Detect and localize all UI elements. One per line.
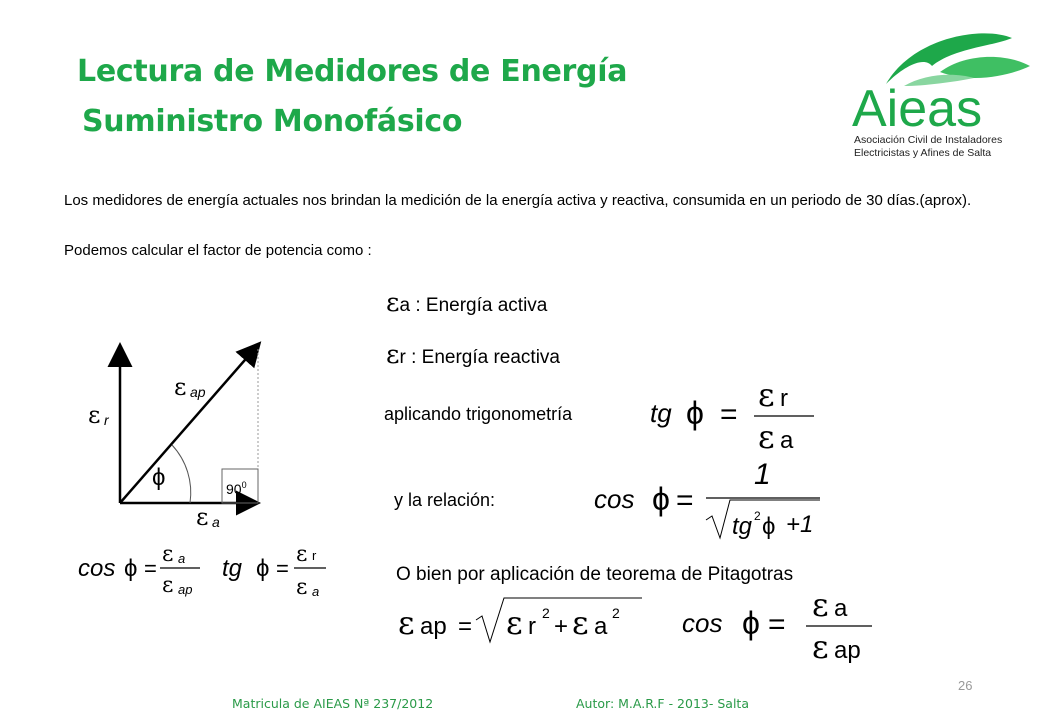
svg-text:cos: cos	[78, 555, 116, 582]
svg-text:a: a	[312, 584, 320, 599]
power-triangle-diagram	[80, 335, 280, 535]
svg-text:ε: ε	[296, 575, 308, 600]
hyp-label: ε	[174, 373, 187, 401]
svg-text:a: a	[834, 595, 848, 622]
svg-text:r: r	[780, 385, 788, 412]
logo-subtitle-1: Asociación Civil de Instaladores	[854, 134, 1003, 146]
logo-leaf-icon	[844, 26, 1034, 166]
svg-text:ε: ε	[506, 604, 523, 642]
svg-text:ϕ: ϕ	[686, 395, 704, 431]
svg-text:cos: cos	[594, 484, 635, 514]
right-angle-label: $90^0$	[226, 480, 247, 497]
svg-text:ε: ε	[812, 586, 829, 624]
page-number: 26	[958, 678, 973, 693]
logo-name: Aieas	[852, 80, 983, 138]
svg-text:=: =	[720, 398, 738, 431]
horiz-label: ε	[196, 503, 209, 531]
svg-text:ε: ε	[296, 542, 308, 567]
svg-text:tg: tg	[222, 555, 243, 582]
svg-text:1: 1	[754, 458, 771, 491]
svg-text:+1: +1	[786, 511, 814, 538]
svg-text:a: a	[212, 514, 220, 530]
svg-text:ap: ap	[178, 582, 193, 597]
pythag-label: O bien por aplicación de teorema de Pitagotras	[396, 564, 794, 585]
svg-text:ϕ: ϕ	[742, 605, 760, 641]
svg-text:2: 2	[754, 509, 761, 523]
svg-text:ε: ε	[398, 604, 415, 642]
svg-text:ap: ap	[190, 384, 206, 400]
svg-text:ap: ap	[834, 637, 861, 664]
definition-active: εa : Energía activa	[386, 288, 548, 318]
svg-text:=: =	[768, 608, 786, 641]
svg-text:2: 2	[612, 605, 620, 621]
svg-text:=: =	[144, 556, 157, 581]
trig-label: aplicando trigonometría	[384, 404, 573, 424]
svg-text:ε: ε	[758, 418, 775, 456]
svg-text:r: r	[312, 548, 317, 563]
angle-label: ϕ	[152, 464, 166, 491]
aieas-logo	[844, 26, 1034, 166]
svg-text:ϕ: ϕ	[762, 513, 776, 540]
svg-text:r: r	[528, 613, 536, 640]
page-title: Lectura de Medidores de Energía	[77, 54, 628, 89]
definition-reactive: εr : Energía reactiva	[386, 340, 561, 370]
svg-text:ε: ε	[572, 604, 589, 642]
relation-label: y la relación:	[394, 490, 496, 510]
svg-text:=: =	[676, 484, 694, 517]
svg-text:ϕ: ϕ	[256, 555, 270, 582]
svg-text:tg: tg	[732, 513, 753, 540]
svg-text:=: =	[276, 556, 289, 581]
svg-text:a: a	[780, 427, 794, 454]
vert-label: ε	[88, 401, 101, 429]
svg-text:r: r	[104, 412, 109, 428]
svg-text:+: +	[554, 613, 569, 640]
svg-text:=: =	[458, 613, 473, 640]
page-subtitle: Suministro Monofásico	[82, 104, 463, 139]
svg-text:ϕ: ϕ	[652, 481, 670, 517]
svg-text:2: 2	[542, 605, 550, 621]
svg-text:ε: ε	[758, 376, 775, 414]
angle-arc	[172, 445, 191, 503]
svg-text:cos: cos	[682, 608, 723, 638]
logo-subtitle-2: Electricistas y Afines de Salta	[854, 147, 992, 159]
svg-text:tg: tg	[650, 398, 672, 428]
right-formulas	[380, 370, 940, 670]
svg-text:ϕ: ϕ	[124, 555, 138, 582]
svg-text:ε: ε	[162, 573, 174, 598]
left-formulas	[74, 536, 344, 606]
svg-text:a: a	[178, 551, 186, 566]
intro-paragraph-2: Podemos calcular el factor de potencia como :	[64, 242, 372, 259]
svg-text:ε: ε	[812, 628, 829, 666]
svg-text:a: a	[594, 613, 608, 640]
svg-text:ap: ap	[420, 613, 447, 640]
footer-matricula: Matricula de AIEAS Nª 237/2012	[232, 696, 434, 711]
intro-paragraph-1: Los medidores de energía actuales nos brindan la medición de la energía activa y reactiva, consumida en un periodo de 30 días.(aprox).	[64, 192, 972, 209]
footer-author: Autor: M.A.R.F - 2013- Salta	[576, 696, 749, 711]
svg-text:ε: ε	[162, 542, 174, 567]
